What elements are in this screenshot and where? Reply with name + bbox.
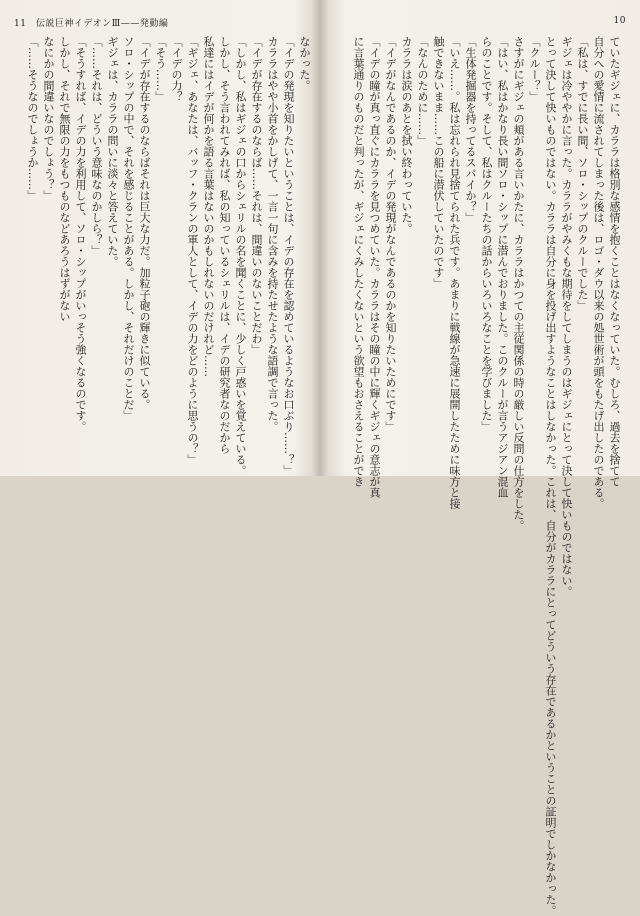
right-page-number: 10	[613, 16, 626, 26]
right-page	[322, 0, 640, 916]
text-line: しかし、それで無限の力をもつものなどあろうはずがない	[58, 36, 71, 322]
text-line: 「イデの力？	[170, 36, 183, 102]
text-line: 自分への愛情に流されてしまった後は、ロゴ・ダウ以来の処世術が頭をもたげ出したのである。	[592, 36, 605, 509]
text-line: 「ギジェ、あなたは、バッフ・クランの軍人として、イデの力をどのように思うの？」	[186, 36, 199, 465]
text-line: 「イデが存在するのならばそれは巨大な力だ。加粒子砲の輝きに似ている。	[138, 36, 151, 410]
text-line: 「生体発掘器を持ってるスパイか？」	[464, 36, 477, 223]
text-line: ソロ・シップの中で、それを感じることがある。しかし、それだけのことだ」	[122, 36, 135, 421]
text-line: なかった。	[298, 36, 311, 91]
text-line: に言葉通りのものだと判ったが、ギジェにくみしたくないという欲望もおさえることができ	[352, 36, 365, 487]
text-line: 「……それは、どういう意味なのかしら？」	[90, 36, 103, 256]
text-line: 「私は、すでに長い間、ソロ・シップのクルーでした」	[576, 36, 589, 311]
text-line: ていたギジェに、カララは格別な感情を抱くことはなくなっていた。むしろ、過去を捨てて	[608, 36, 621, 487]
text-line: カララは涙のあとを拭い終わっていた。	[400, 36, 413, 234]
text-line: 「そう……」	[154, 36, 167, 102]
right-page-text	[330, 36, 622, 916]
text-line: 「イデの発現を知りたいということは、イデの存在を認めているようなお口ぶり……？」	[282, 36, 295, 476]
text-line: 「なんのために……」	[416, 36, 429, 146]
text-line: さすがにギジェの頬がある言いかたに、カララはかつての主従関係の時の厳しい反問の仕方をした。	[512, 36, 525, 531]
text-line: ギジェは、カララの問いに淡々と答えていた。	[106, 36, 119, 267]
text-line: なにかの間違いなのでしょう？」	[42, 36, 55, 201]
text-line: 「しかし、私はギジェの口からシェリルの名を聞くことに、少しく戸惑いを覚えている。	[234, 36, 247, 476]
text-line: 触できないまま……この船に潜伏していたのです」	[432, 36, 445, 289]
text-line: 「イデがなんであるのか、イデの発現がなんであるのかを知りたいためにです」	[384, 36, 397, 432]
text-line: ギジェは冷ややかに言った。カララがやみくもな期待をしてしまうのはギジェにとって決して快いものではない。	[560, 36, 573, 597]
text-line: とって決して快いものではない。カララは自分に身を投げ出すようなことはしなかった。これは、自分がカララにとってどういう存在であるかということの証明でしかなかった。	[544, 36, 557, 916]
left-page	[0, 0, 318, 476]
running-head: 伝説巨神イデオンⅢ——発動編	[35, 19, 169, 29]
left-page-number: 11	[14, 19, 27, 29]
text-line: 「イデが存在するのならば……それは、間違いのないことだわ」	[250, 36, 263, 355]
text-line: 「……そうなのでしょうか……」	[26, 36, 39, 201]
text-line: 「いえ……。私は忘れられ見捨てられた兵です。あまりに戦線が急速に展開したために味方と接	[448, 36, 461, 509]
text-line: 私達にはイデが何かを語る言葉はないのかもしれないのだけれど……	[202, 36, 215, 377]
text-line: 「クルー？」	[528, 36, 541, 102]
text-line: 「はい、私はかなり長い間ソロ・シップに潜んでおりました。このクルーが言うアジアン混血	[496, 36, 509, 498]
text-line: しかし、そう言われてみれば、私の知っているシェリルは、イデの研究者なのだから	[218, 36, 231, 454]
text-line: 「そうすれば、イデの力を利用して、ソロ・シップがいっそう強くなるのです。	[74, 36, 87, 432]
text-line: 「イデの瞳が真っ直ぐにカララを見つめていた。カララはその瞳の中に輝くギジェの意志が真	[368, 36, 381, 498]
text-line: らのことです。そして、私はクルーたちの話からいろいろなことを学びました」	[480, 36, 493, 432]
text-line: カララはやや小首をかしげて、一言一句に含みを持たせたような語調で言った。	[266, 36, 279, 432]
left-page-text	[12, 36, 312, 476]
right-page-header	[614, 16, 626, 26]
left-page-header	[14, 16, 168, 29]
